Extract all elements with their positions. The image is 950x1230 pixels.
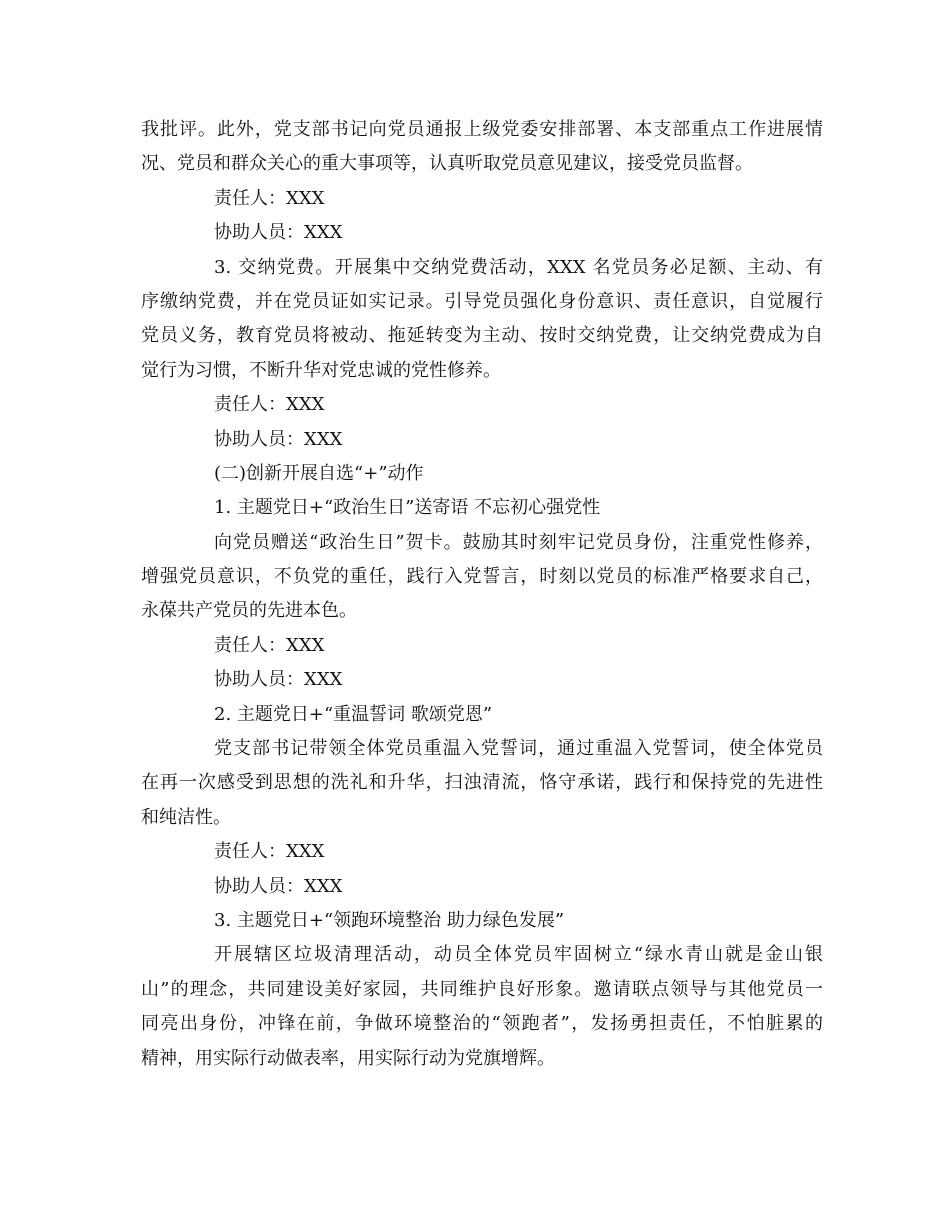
text-line: 协助人员：XXX [214, 428, 343, 450]
text-line: 觉行为习惯，不断升华对党忠诚的党性修养。 [141, 359, 501, 381]
text-line: 1. 主题党日+“政治生日”送寄语 不忘初心强党性 [214, 497, 601, 519]
text-line: 在再一次感受到思想的洗礼和升华，扫浊清流，恪守承诺，践行和保持党的先进性 [141, 772, 823, 794]
text-line: 3. 主题党日+“领跑环境整治 助力绿色发展” [214, 909, 565, 931]
text-line: 同亮出身份，冲锋在前，争做环境整治的“领跑者”，发扬勇担责任，不怕脏累的 [141, 1013, 823, 1035]
document-body [141, 113, 823, 1076]
text-line: 责任人：XXX [214, 841, 325, 863]
text-line: 责任人：XXX [214, 187, 325, 209]
text-line: 党员义务，教育党员将被动、拖延转变为主动、按时交纳党费，让交纳党费成为自 [141, 325, 823, 347]
text-line: 向党员赠送“政治生日”贺卡。鼓励其时刻牢记党员身份，注重党性修养， [214, 531, 823, 553]
text-line: 协助人员：XXX [214, 669, 343, 691]
text-line: (二)创新开展自选“+”动作 [214, 462, 424, 484]
text-line: 和纯洁性。 [141, 806, 231, 828]
text-line: 山”的理念，共同建设美好家园，共同维护良好形象。邀请联点领导与其他党员一 [141, 978, 823, 1000]
text-line: 责任人：XXX [214, 634, 325, 656]
text-line: 序缴纳党费，并在党员证如实记录。引导党员强化身份意识、责任意识，自觉履行 [141, 290, 823, 312]
text-line: 协助人员：XXX [214, 222, 343, 244]
text-line: 永葆共产党员的先进本色。 [141, 600, 357, 622]
text-line: 开展辖区垃圾清理活动，动员全体党员牢固树立“绿水青山就是金山银 [214, 944, 823, 966]
text-line: 精神，用实际行动做表率，用实际行动为党旗增辉。 [141, 1047, 555, 1069]
text-line: 况、党员和群众关心的重大事项等，认真听取党员意见建议，接受党员监督。 [141, 153, 753, 175]
text-line: 党支部书记带领全体党员重温入党誓词，通过重温入党誓词，使全体党员 [214, 738, 823, 760]
text-line: 我批评。此外，党支部书记向党员通报上级党委安排部署、本支部重点工作进展情 [141, 119, 823, 140]
text-line: 增强党员意识，不负党的重任，践行入党誓言，时刻以党员的标准严格要求自己， [141, 566, 823, 588]
text-line: 协助人员：XXX [214, 875, 343, 897]
text-line: 2. 主题党日+“重温誓词 歌颂党恩” [214, 703, 493, 725]
text-line: 责任人：XXX [214, 394, 325, 416]
text-line: 3. 交纳党费。开展集中交纳党费活动，XXX 名党员务必足额、主动、有 [214, 256, 823, 278]
